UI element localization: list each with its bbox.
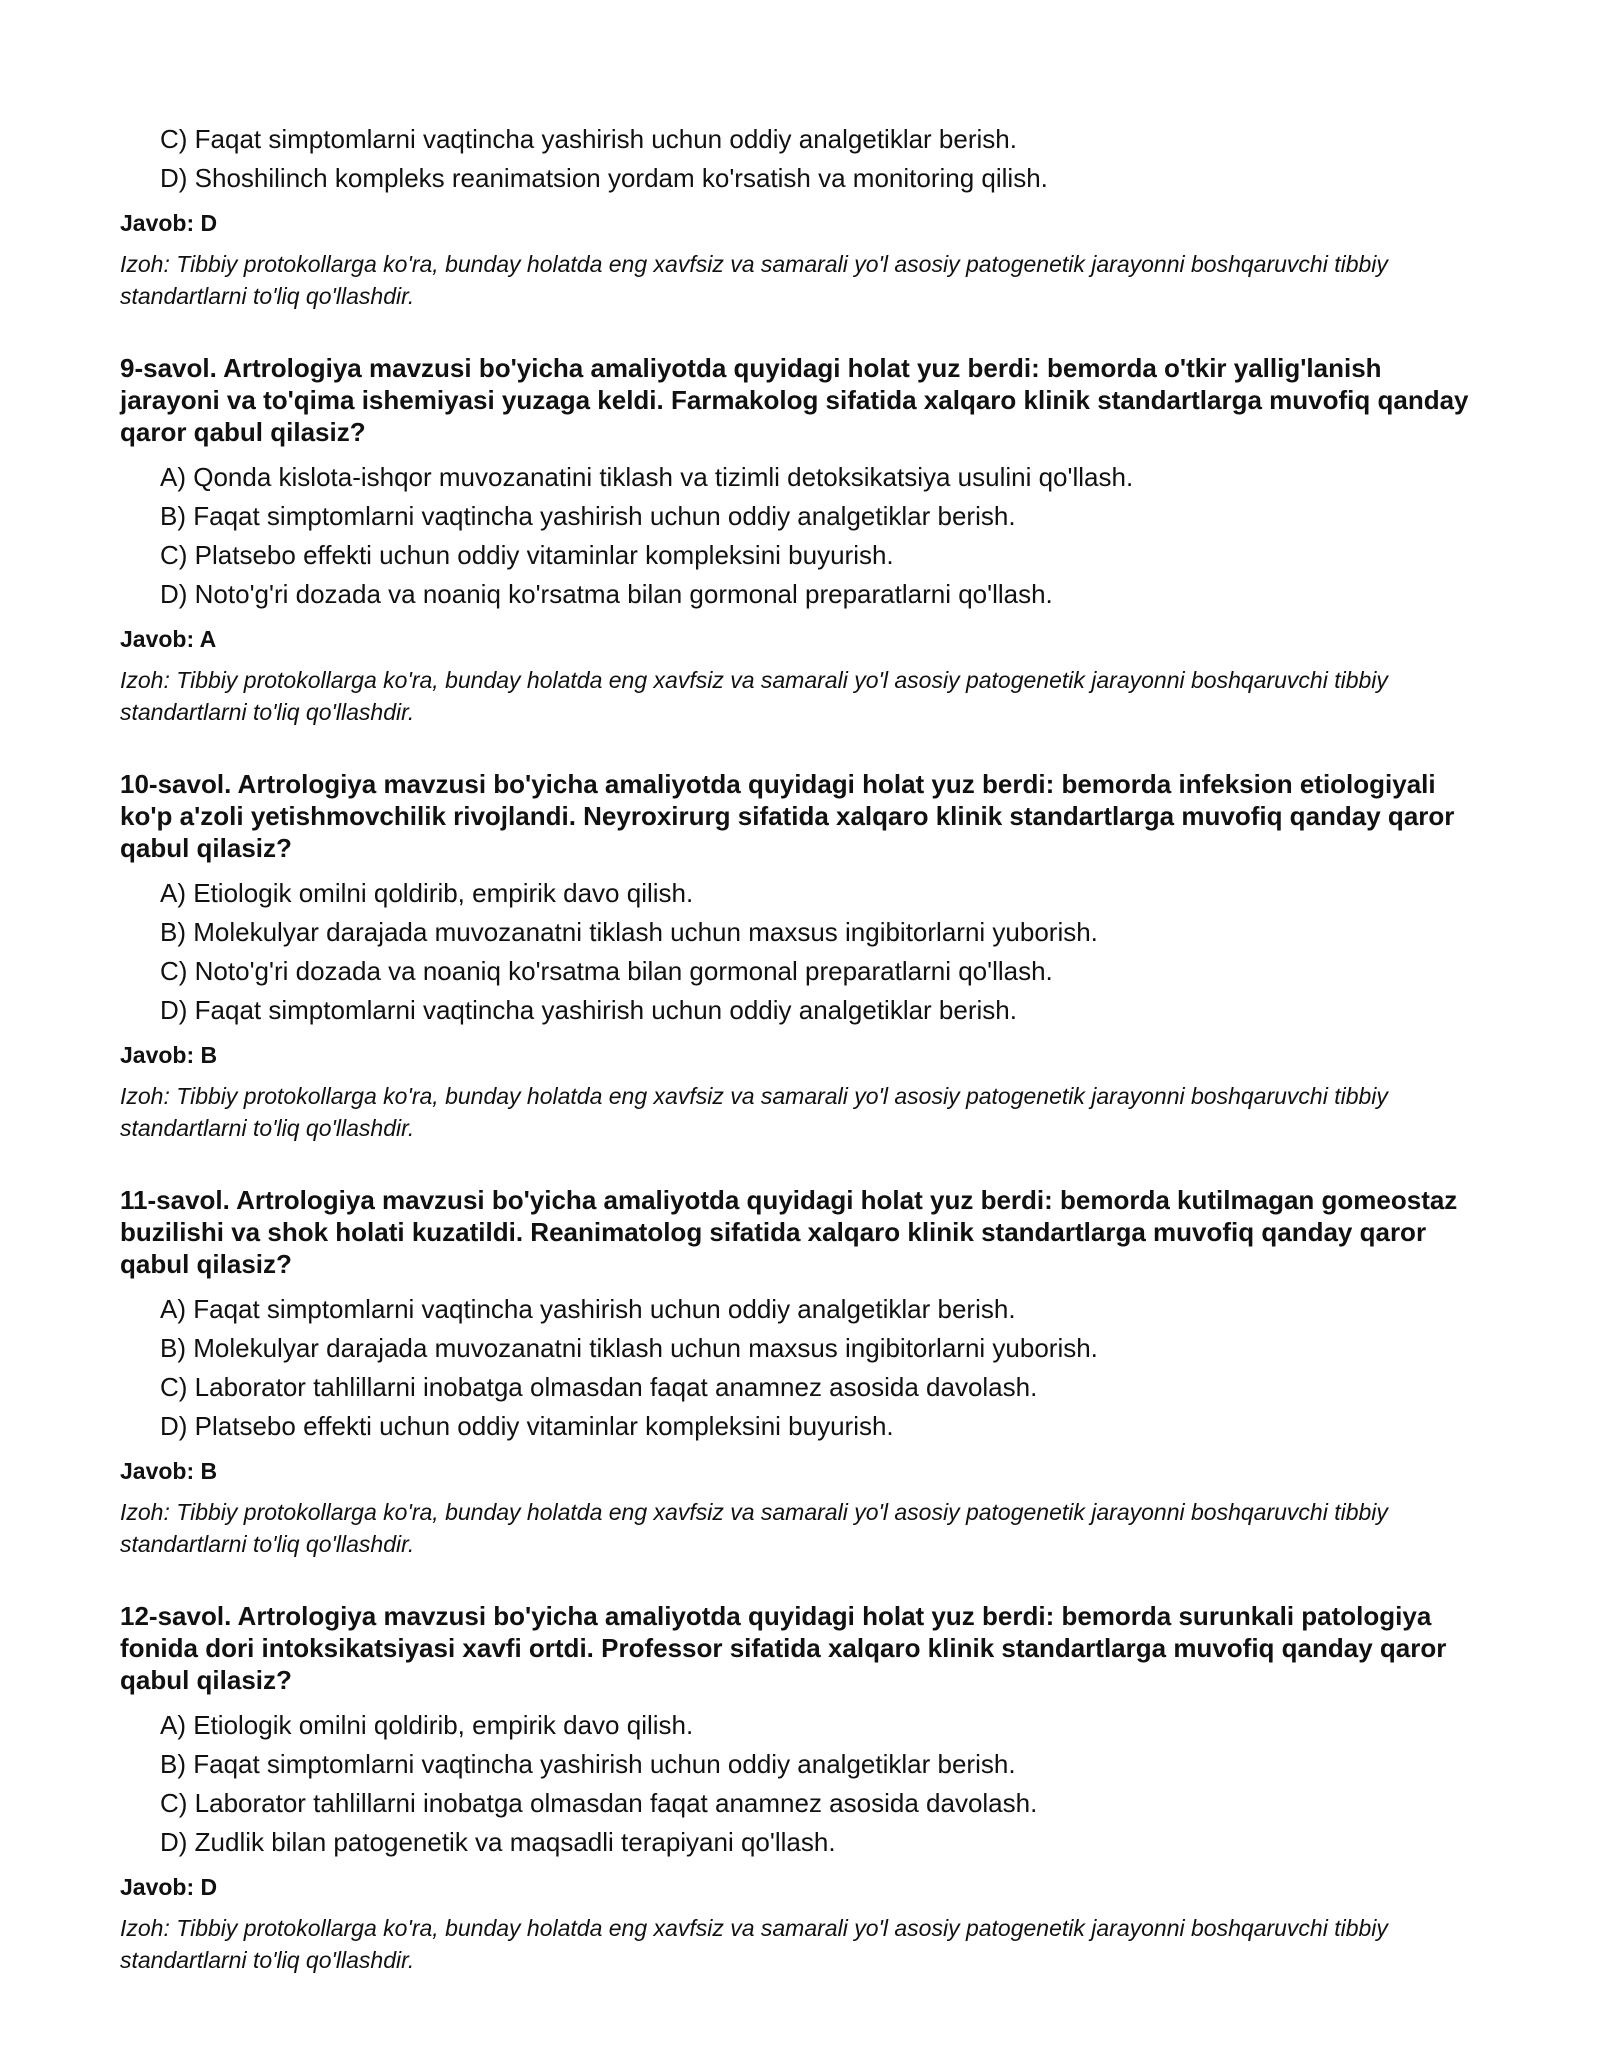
- option-d: D) Platsebo effekti uchun oddiy vitaminlar kompleksini buyurish.: [160, 1411, 894, 1441]
- answer: Javob: B: [120, 1042, 218, 1068]
- document-page: [120, 120, 1480, 1976]
- question-block-12: [120, 1600, 1480, 1976]
- option-a: A) Qonda kislota-ishqor muvozanatini tiklash va tizimli detoksikatsiya usulini qo'llash.: [160, 462, 1134, 492]
- answer: Javob: D: [120, 1874, 218, 1900]
- options-list: [120, 1290, 1480, 1446]
- explanation-note: Izoh: Tibbiy protokollarga ko'ra, bunday holatda eng xavfsiz va samarali yo'l asosiy patogenetik jarayonni boshqaruvchi tibbiy standartlarni to'liq qo'llashdir.: [120, 1499, 1388, 1557]
- option-b: B) Molekulyar darajada muvozanatni tiklash uchun maxsus ingibitorlarni yuborish.: [160, 1333, 1098, 1363]
- explanation-note: Izoh: Tibbiy protokollarga ko'ra, bunday holatda eng xavfsiz va samarali yo'l asosiy patogenetik jarayonni boshqaruvchi tibbiy standartlarni to'liq qo'llashdir.: [120, 667, 1388, 725]
- option-d: D) Noto'g'ri dozada va noaniq ko'rsatma bilan gormonal preparatlarni qo'llash.: [160, 579, 1053, 609]
- options-list: [120, 120, 1480, 198]
- question-text: 11-savol. Artrologiya mavzusi bo'yicha amaliyotda quyidagi holat yuz berdi: bemorda kutilmagan gomeostaz buzilishi va shok holati kuzatildi. Reanimatolog sifatida xalqaro klinik standartlarga muvofiq qanday qaror qabul qilasiz?: [120, 1185, 1458, 1279]
- option-c: C) Platsebo effekti uchun oddiy vitaminlar kompleksini buyurish.: [160, 540, 894, 570]
- options-list: [120, 458, 1480, 614]
- option-a: A) Faqat simptomlarni vaqtincha yashirish uchun oddiy analgetiklar berish.: [160, 1294, 1016, 1324]
- answer: Javob: D: [120, 210, 218, 236]
- option-d: D) Faqat simptomlarni vaqtincha yashirish uchun oddiy analgetiklar berish.: [160, 995, 1017, 1025]
- option-b: B) Faqat simptomlarni vaqtincha yashirish uchun oddiy analgetiklar berish.: [160, 1749, 1016, 1779]
- option-a: A) Etiologik omilni qoldirib, empirik davo qilish.: [160, 878, 694, 908]
- option-b: B) Molekulyar darajada muvozanatni tiklash uchun maxsus ingibitorlarni yuborish.: [160, 917, 1098, 947]
- option-c: C) Laborator tahlillarni inobatga olmasdan faqat anamnez asosida davolash.: [160, 1788, 1038, 1818]
- option-c: C) Laborator tahlillarni inobatga olmasdan faqat anamnez asosida davolash.: [160, 1372, 1038, 1402]
- explanation-note: Izoh: Tibbiy protokollarga ko'ra, bunday holatda eng xavfsiz va samarali yo'l asosiy patogenetik jarayonni boshqaruvchi tibbiy standartlarni to'liq qo'llashdir.: [120, 1083, 1388, 1141]
- options-list: [120, 874, 1480, 1030]
- question-text: 9-savol. Artrologiya mavzusi bo'yicha amaliyotda quyidagi holat yuz berdi: bemorda o'tkir yallig'lanish jarayoni va to'qima ishemiyasi yuzaga keldi. Farmakolog sifatida xalqaro klinik standartlarga muvofiq qanday qaror qabul qilasiz?: [120, 353, 1469, 447]
- question-block-10: [120, 768, 1480, 1144]
- option-c: C) Noto'g'ri dozada va noaniq ko'rsatma bilan gormonal preparatlarni qo'llash.: [160, 956, 1053, 986]
- option-d: D) Zudlik bilan patogenetik va maqsadli terapiyani qo'llash.: [160, 1827, 836, 1857]
- option-b: B) Faqat simptomlarni vaqtincha yashirish uchun oddiy analgetiklar berish.: [160, 501, 1016, 531]
- question-block-9: [120, 352, 1480, 728]
- explanation-note: Izoh: Tibbiy protokollarga ko'ra, bunday holatda eng xavfsiz va samarali yo'l asosiy patogenetik jarayonni boshqaruvchi tibbiy standartlarni to'liq qo'llashdir.: [120, 251, 1388, 309]
- option-d: D) Shoshilinch kompleks reanimatsion yordam ko'rsatish va monitoring qilish.: [160, 163, 1048, 193]
- answer: Javob: B: [120, 1458, 218, 1484]
- question-block-11: [120, 1184, 1480, 1560]
- question-text: 12-savol. Artrologiya mavzusi bo'yicha amaliyotda quyidagi holat yuz berdi: bemorda surunkali patologiya fonida dori intoksikatsiyasi xavfi ortdi. Professor sifatida xalqaro klinik standartlarga muvofiq qanday qaror qabul qilasiz?: [120, 1601, 1447, 1695]
- explanation-note: Izoh: Tibbiy protokollarga ko'ra, bunday holatda eng xavfsiz va samarali yo'l asosiy patogenetik jarayonni boshqaruvchi tibbiy standartlarni to'liq qo'llashdir.: [120, 1915, 1388, 1973]
- question-text: 10-savol. Artrologiya mavzusi bo'yicha amaliyotda quyidagi holat yuz berdi: bemorda infeksion etiologiyali ko'p a'zoli yetishmovchilik rivojlandi. Neyroxirurg sifatida xalqaro klinik standartlarga muvofiq qanday qaror qabul qilasiz?: [120, 769, 1455, 863]
- question-block-8-continued: [120, 120, 1480, 312]
- option-c: C) Faqat simptomlarni vaqtincha yashirish uchun oddiy analgetiklar berish.: [160, 124, 1017, 154]
- answer: Javob: A: [120, 626, 217, 652]
- option-a: A) Etiologik omilni qoldirib, empirik davo qilish.: [160, 1710, 694, 1740]
- options-list: [120, 1706, 1480, 1862]
